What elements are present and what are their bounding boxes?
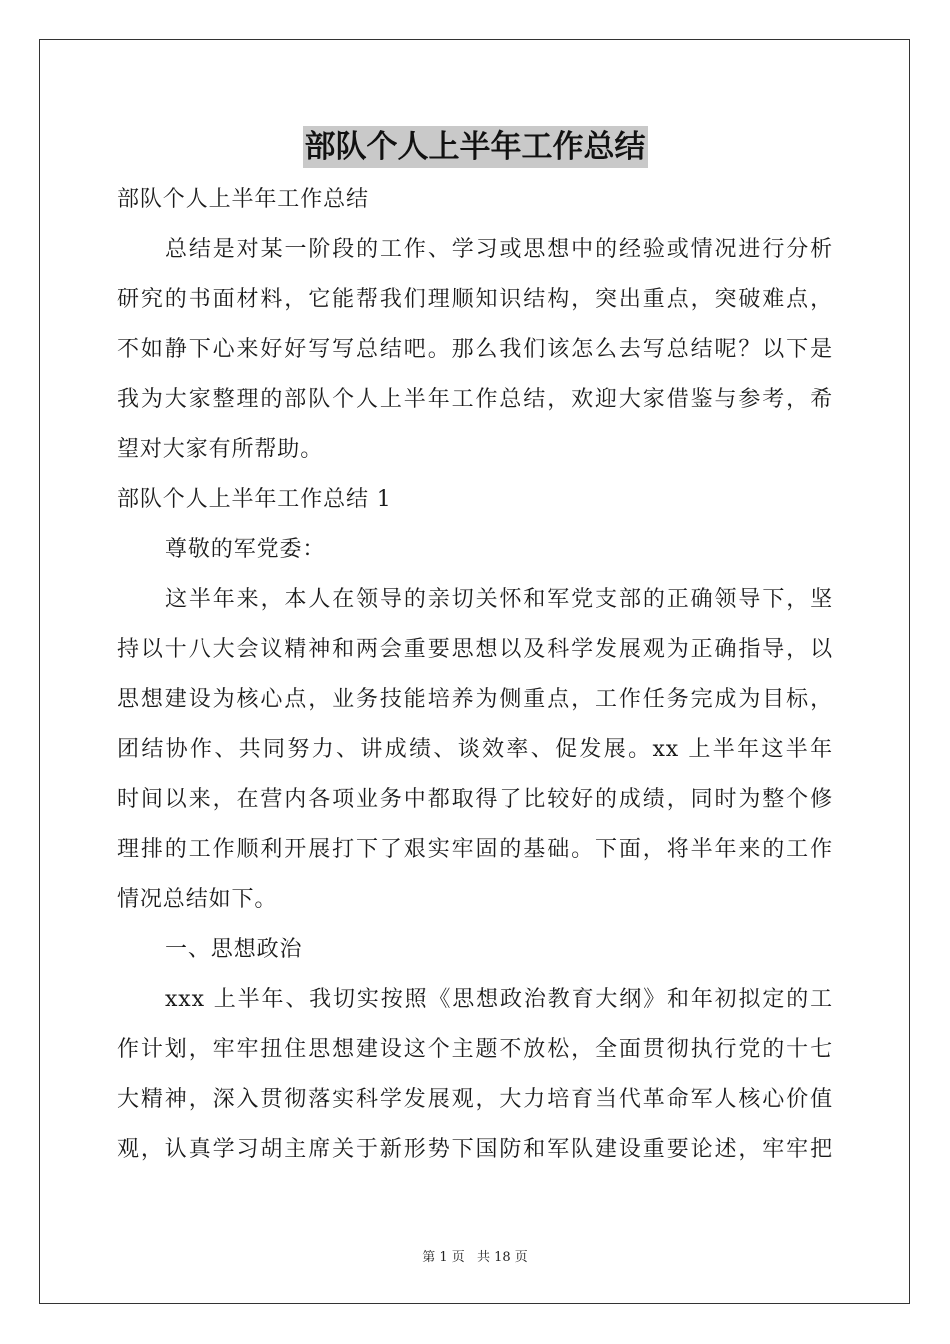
text-line: 时间以来，在营内各项业务中都取得了比较好的成绩，同时为整个修 bbox=[117, 787, 833, 812]
title-container bbox=[0, 126, 950, 168]
text-line: 望对大家有所帮助。 bbox=[117, 437, 324, 462]
text-line: 这半年来，本人在领导的亲切关怀和军党支部的正确领导下，坚 bbox=[165, 587, 833, 612]
text-line: 大精神，深入贯彻落实科学发展观，大力培育当代革命军人核心价值 bbox=[117, 1087, 833, 1112]
text-line: 一、思想政治 bbox=[165, 937, 303, 962]
document-title: 部队个人上半年工作总结 bbox=[303, 126, 648, 168]
document-body bbox=[117, 175, 833, 1175]
text-line: 总结是对某一阶段的工作、学习或思想中的经验或情况进行分析 bbox=[165, 237, 833, 262]
text-line: 作计划，牢牢扭住思想建设这个主题不放松，全面贯彻执行党的十七 bbox=[117, 1037, 833, 1062]
text-line: 思想建设为核心点，业务技能培养为侧重点，工作任务完成为目标， bbox=[117, 687, 833, 712]
text-line: 不如静下心来好好写写总结吧。那么我们该怎么去写总结呢？以下是 bbox=[117, 337, 833, 362]
total-pages: 共 18 页 bbox=[476, 1250, 528, 1265]
text-line: 持以十八大会议精神和两会重要思想以及科学发展观为正确指导，以 bbox=[117, 637, 833, 662]
page-number: 第 1 页 bbox=[422, 1250, 465, 1265]
text-line: 尊敬的军党委： bbox=[165, 537, 326, 562]
text-line: 观，认真学习胡主席关于新形势下国防和军队建设重要论述，牢牢把 bbox=[117, 1137, 833, 1162]
text-line: 团结协作、共同努力、讲成绩、谈效率、促发展。xx 上半年这半年 bbox=[117, 737, 833, 762]
text-line: 理排的工作顺利开展打下了艰实牢固的基础。下面，将半年来的工作 bbox=[117, 837, 833, 862]
text-line: 我为大家整理的部队个人上半年工作总结，欢迎大家借鉴与参考，希 bbox=[117, 387, 833, 412]
text-line: xxx 上半年、我切实按照《思想政治教育大纲》和年初拟定的工 bbox=[165, 987, 833, 1012]
text-line: 部队个人上半年工作总结 1 bbox=[117, 487, 392, 512]
text-line: 研究的书面材料，它能帮我们理顺知识结构，突出重点，突破难点， bbox=[117, 287, 833, 312]
page-footer bbox=[0, 1246, 950, 1265]
text-line: 情况总结如下。 bbox=[117, 887, 278, 912]
text-line: 部队个人上半年工作总结 bbox=[117, 187, 369, 212]
